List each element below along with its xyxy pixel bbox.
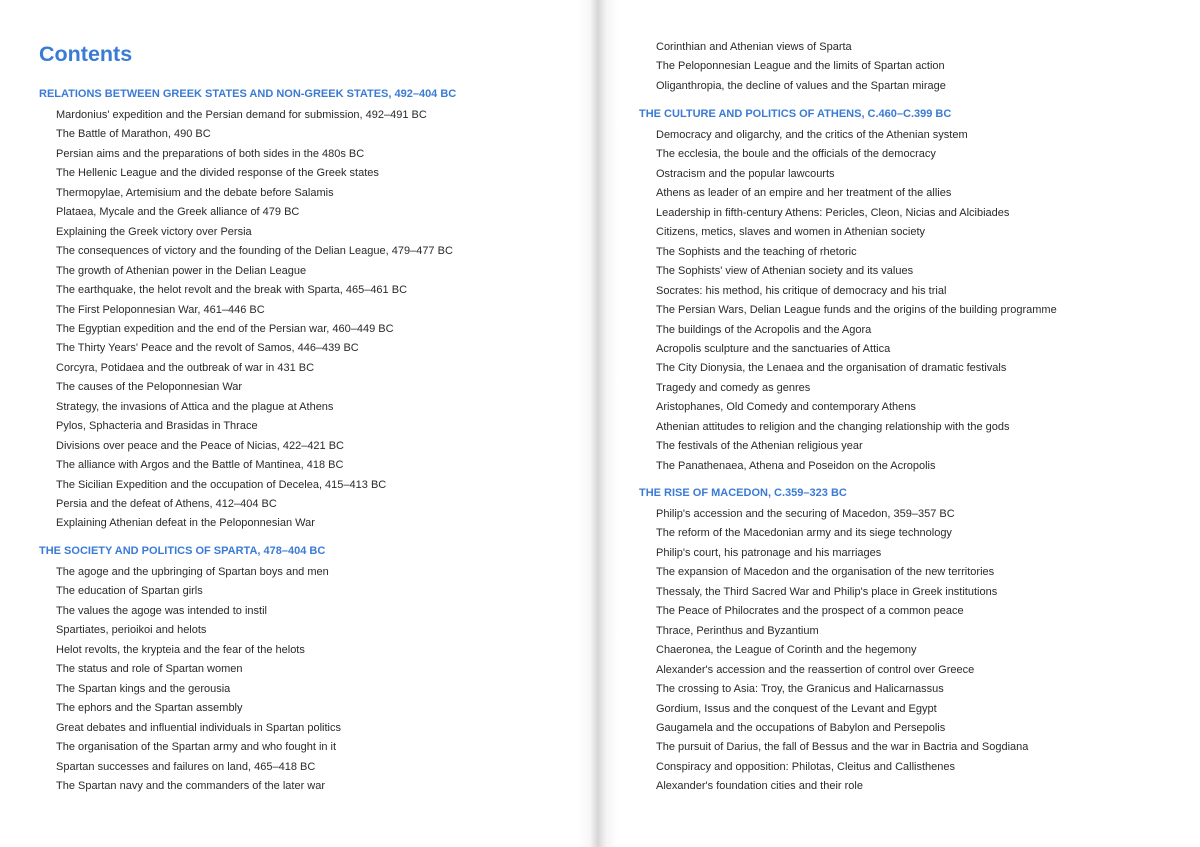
toc-entry: The pursuit of Darius, the fall of Bessus and the war in Bactria and Sogdiana (656, 741, 1029, 754)
toc-entry: Citizens, metics, slaves and women in Athenian society (656, 226, 926, 239)
section-heading: THE CULTURE AND POLITICS OF ATHENS, C.460–C.399 BC (639, 108, 952, 120)
toc-entry: Strategy, the invasions of Attica and the plague at Athens (56, 400, 334, 413)
toc-entry: Athens as leader of an empire and her treatment of the allies (656, 187, 952, 200)
toc-entry: Socrates: his method, his critique of democracy and his trial (656, 284, 947, 297)
section-heading: THE RISE OF MACEDON, C.359–323 BC (639, 487, 847, 499)
toc-entry: Divisions over peace and the Peace of Nicias, 422–421 BC (56, 439, 345, 452)
toc-entry: Great debates and influential individuals in Spartan politics (56, 721, 341, 734)
section-heading: THE SOCIETY AND POLITICS OF SPARTA, 478–404 BC (39, 545, 326, 557)
toc-entry: Corinthian and Athenian views of Sparta (656, 41, 852, 53)
toc-entry: The ecclesia, the boule and the officials of the democracy (656, 148, 936, 161)
toc-entry: The earthquake, the helot revolt and the break with Sparta, 465–461 BC (56, 284, 408, 297)
toc-entry: The Egyptian expedition and the end of the Persian war, 460–449 BC (56, 322, 394, 335)
toc-entry: The values the agoge was intended to instil (56, 604, 267, 617)
toc-entry: Chaeronea, the League of Corinth and the hegemony (656, 644, 917, 657)
contents-title: Contents (39, 42, 133, 66)
toc-entry: Alexander's foundation cities and their role (656, 780, 863, 793)
right-page (610, 0, 1200, 847)
toc-entry: The City Dionysia, the Lenaea and the organisation of dramatic festivals (656, 362, 1007, 375)
toc-entry: The alliance with Argos and the Battle of Mantinea, 418 BC (56, 459, 344, 472)
toc-entry: The Peloponnesian League and the limits of Spartan action (656, 60, 945, 73)
toc-entry: The festivals of the Athenian religious year (656, 440, 863, 453)
section-heading: RELATIONS BETWEEN GREEK STATES AND NON-GREEK STATES, 492–404 BC (39, 88, 457, 100)
toc-entry: The organisation of the Spartan army and who fought in it (56, 741, 337, 754)
toc-entry: Oliganthropia, the decline of values and the Spartan mirage (656, 79, 946, 92)
toc-entry: The Persian Wars, Delian League funds and the origins of the building programme (656, 304, 1057, 317)
toc-entry: Alexander's accession and the reassertion of control over Greece (656, 663, 975, 676)
toc-entry: The buildings of the Acropolis and the Agora (656, 323, 872, 336)
toc-entry: Philip's accession and the securing of Macedon, 359–357 BC (656, 508, 955, 520)
toc-entry: The Hellenic League and the divided response of the Greek states (56, 167, 379, 180)
toc-entry: The education of Spartan girls (56, 585, 203, 598)
toc-entry: Explaining the Greek victory over Persia (56, 225, 252, 238)
toc-entry: Helot revolts, the krypteia and the fear of the helots (56, 643, 305, 656)
toc-entry: Leadership in fifth-century Athens: Pericles, Cleon, Nicias and Alcibiades (656, 206, 1010, 219)
toc-entry: The Sophists' view of Athenian society and its values (656, 265, 914, 278)
toc-entry: Corcyra, Potidaea and the outbreak of war in 431 BC (56, 361, 315, 374)
toc-entry: Persian aims and the preparations of both sides in the 480s BC (56, 147, 365, 160)
toc-entry: Aristophanes, Old Comedy and contemporary Athens (656, 401, 916, 414)
toc-entry: The Thirty Years' Peace and the revolt of Samos, 446–439 BC (56, 342, 359, 355)
toc-entry: Thermopylae, Artemisium and the debate before Salamis (56, 186, 334, 199)
toc-entry: The Panathenaea, Athena and Poseidon on the Acropolis (656, 459, 936, 472)
toc-entry: Thrace, Perinthus and Byzantium (656, 624, 819, 637)
toc-entry: Mardonius' expedition and the Persian demand for submission, 492–491 BC (56, 109, 427, 121)
toc-entry: Conspiracy and opposition: Philotas, Cleitus and Callisthenes (656, 760, 956, 773)
toc-entry: Spartiates, perioikoi and helots (56, 624, 207, 637)
toc-entry: Explaining Athenian defeat in the Peloponnesian War (56, 517, 315, 530)
toc-entry: Gordium, Issus and the conquest of the Levant and Egypt (656, 702, 937, 715)
toc-entry: Thessaly, the Third Sacred War and Philip's place in Greek institutions (656, 585, 998, 598)
toc-entry: The Peace of Philocrates and the prospect of a common peace (656, 605, 964, 618)
toc-entry: The First Peloponnesian War, 461–446 BC (56, 303, 265, 316)
toc-entry: Democracy and oligarchy, and the critics of the Athenian system (656, 129, 968, 141)
toc-entry: Ostracism and the popular lawcourts (656, 167, 835, 180)
toc-entry: The Spartan kings and the gerousia (56, 682, 231, 695)
toc-entry: The expansion of Macedon and the organisation of the new territories (656, 566, 995, 579)
toc-entry: The Battle of Marathon, 490 BC (56, 128, 211, 141)
toc-entry: The ephors and the Spartan assembly (56, 702, 243, 715)
toc-entry: The Spartan navy and the commanders of the later war (56, 779, 326, 792)
toc-entry: Tragedy and comedy as genres (656, 381, 811, 394)
toc-entry: The Sophists and the teaching of rhetoric (656, 245, 857, 258)
toc-entry: Gaugamela and the occupations of Babylon and Persepolis (656, 721, 946, 734)
toc-entry: The Sicilian Expedition and the occupation of Decelea, 415–413 BC (56, 478, 387, 491)
left-page (0, 0, 590, 847)
toc-entry: The reform of the Macedonian army and its siege technology (656, 527, 952, 540)
toc-entry: The causes of the Peloponnesian War (56, 381, 243, 394)
toc-entry: Plataea, Mycale and the Greek alliance of 479 BC (56, 206, 300, 219)
toc-entry: The status and role of Spartan women (56, 663, 243, 676)
toc-entry: The growth of Athenian power in the Delian League (56, 264, 307, 277)
toc-entry: Persia and the defeat of Athens, 412–404 BC (56, 498, 277, 510)
toc-entry: The agoge and the upbringing of Spartan boys and men (56, 566, 329, 578)
toc-entry: Philip's court, his patronage and his marriages (656, 546, 882, 559)
toc-entry: The crossing to Asia: Troy, the Granicus and Halicarnassus (656, 683, 944, 696)
toc-entry: Spartan successes and failures on land, 465–418 BC (56, 760, 316, 773)
toc-entry: Pylos, Sphacteria and Brasidas in Thrace (56, 420, 258, 433)
toc-entry: Athenian attitudes to religion and the changing relationship with the gods (656, 420, 1010, 433)
toc-entry: The consequences of victory and the founding of the Delian League, 479–477 BC (56, 245, 453, 258)
toc-entry: Acropolis sculpture and the sanctuaries of Attica (656, 342, 891, 355)
